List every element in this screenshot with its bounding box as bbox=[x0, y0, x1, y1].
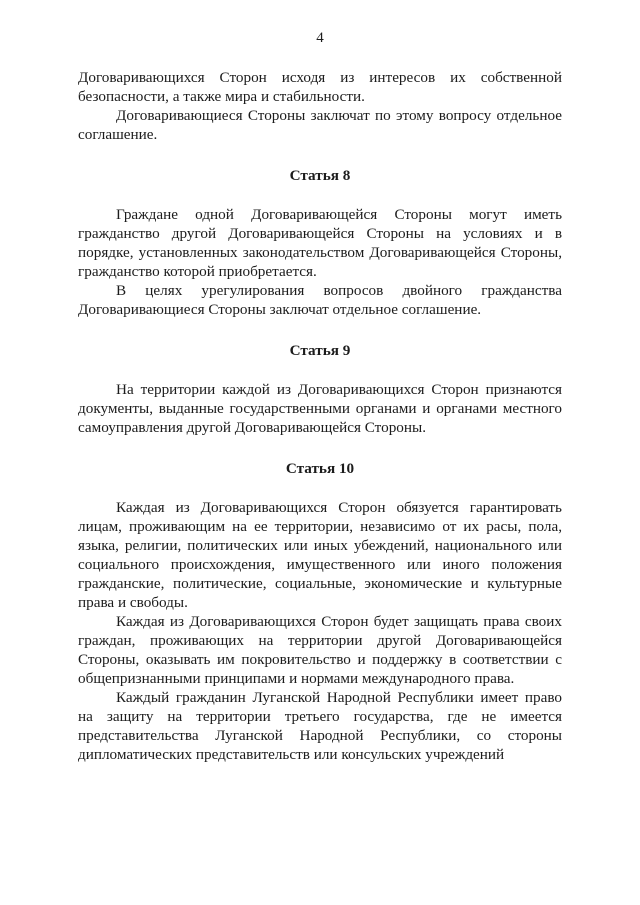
article-heading: Статья 9 bbox=[289, 342, 351, 359]
paragraph: Договаривающиеся Стороны заключат по этому вопросу отдельное соглашение. bbox=[78, 107, 562, 143]
paragraph: В целях урегулирования вопросов двойного гражданства Договаривающиеся Стороны заключат отдельное соглашение. bbox=[78, 282, 562, 318]
paragraph: Каждая из Договаривающихся Сторон обязуется гарантировать лицам, проживающим на ее территории, независимо от их расы, пола, языка, религии, политических или иных убеждений, национального или социального происхождения, имущественного или иного положения гражданские, политические, социальные, экономические и культурные права и свободы. bbox=[78, 499, 562, 611]
paragraph: На территории каждой из Договаривающихся Сторон признаются документы, выданные государственными органами и органами местного самоуправления другой Договаривающейся Стороны. bbox=[78, 381, 562, 436]
article-heading: Статья 10 bbox=[285, 460, 355, 477]
paragraph: Договаривающихся Сторон исходя из интересов их собственной безопасности, а также мира и стабильности. bbox=[78, 69, 562, 105]
paragraph: Граждане одной Договаривающейся Стороны могут иметь гражданство другой Договаривающейся Стороны на условиях и в порядке, установленных законодательством Договаривающейся Стороны, гражданство которой приобретается. bbox=[78, 206, 562, 280]
page-number: 4 bbox=[316, 30, 324, 46]
document-body bbox=[78, 68, 562, 764]
paragraph: Каждый гражданин Луганской Народной Республики имеет право на защиту на территории третьего государства, где не имеется представительства Луганской Народной Республики, со стороны дипломатических представительств или консульских учреждений bbox=[78, 689, 562, 763]
paragraph: Каждая из Договаривающихся Сторон будет защищать права своих граждан, проживающих на территории другой Договаривающейся Стороны, оказывать им покровительство и поддержку в соответствии с общепризнанными принципами и нормами международного права. bbox=[78, 613, 562, 687]
article-heading: Статья 8 bbox=[289, 167, 351, 184]
